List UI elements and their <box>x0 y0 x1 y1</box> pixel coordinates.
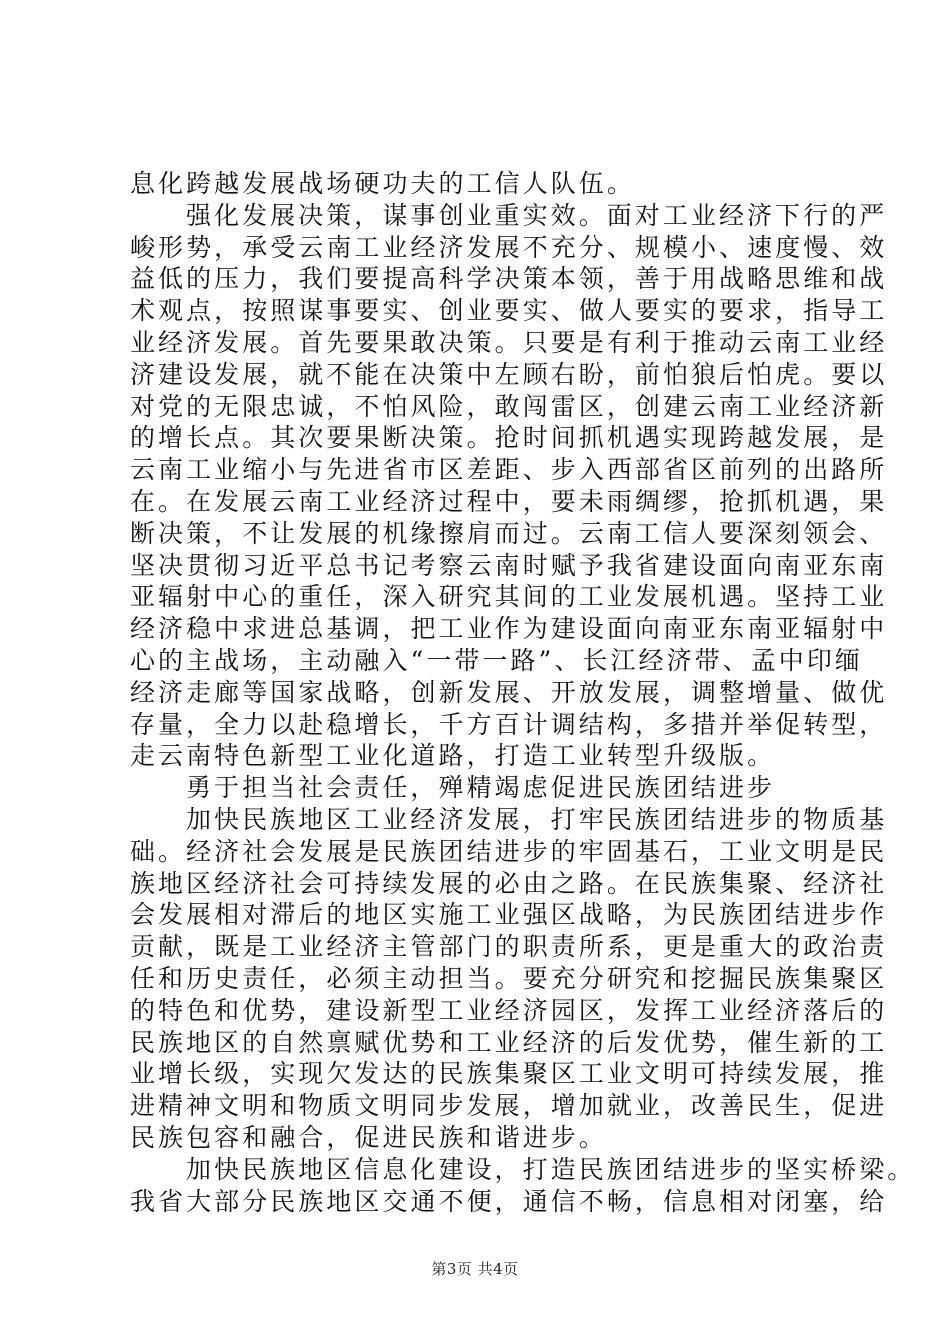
text-line: 心的主战场，主动融入“一带一路”、长江经济带、孟中印缅 <box>130 645 863 675</box>
text-line: 业经济发展。首先要果敢决策。只要是有利于推动云南工业经 <box>130 327 888 357</box>
text-line: 存量，全力以赴稳增长，千方百计调结构，多措并举促转型， <box>130 709 888 739</box>
text-line: 息化跨越发展战场硬功夫的工信人队伍。 <box>130 169 635 198</box>
text-line: 对党的无限忠诚，不怕风险，敢闯雷区，创建云南工业经济新 <box>130 391 888 421</box>
text-line: 断决策，不让发展的机缘擦肩而过。云南工信人要深刻领会、 <box>130 518 888 548</box>
text-line: 业增长级，实现欠发达的民族集聚区工业文明可持续发展，推 <box>130 1059 888 1089</box>
text-line: 勇于担当社会责任，殚精竭虑促进民族团结进步 <box>186 773 776 803</box>
text-line: 在。在发展云南工业经济过程中，要未雨绸缪，抢抓机遇，果 <box>130 486 888 516</box>
text-line: 济建设发展，就不能在决策中左顾右盼，前怕狼后怕虎。要以 <box>130 359 888 389</box>
text-line: 进精神文明和物质文明同步发展，增加就业，改善民生，促进 <box>130 1091 888 1121</box>
body-text <box>130 168 916 1217</box>
text-line: 我省大部分民族地区交通不便，通信不畅，信息相对闭塞，给 <box>130 1186 888 1216</box>
text-line: 走云南特色新型工业化道路，打造工业转型升级版。 <box>130 741 776 771</box>
text-line: 贡献，既是工业经济主管部门的职责所系，更是重大的政治责 <box>130 932 888 962</box>
text-line: 术观点，按照谋事要实、创业要实、做人要实的要求，指导工 <box>130 296 888 326</box>
text-line: 云南工业缩小与先进省市区差距、步入西部省区前列的出路所 <box>130 455 888 485</box>
text-line: 会发展相对滞后的地区实施工业强区战略，为民族团结进步作 <box>130 900 888 930</box>
text-line: 坚决贯彻习近平总书记考察云南时赋予我省建设面向南亚东南 <box>130 550 888 580</box>
text-line: 亚辐射中心的重任，深入研究其间的工业发展机遇。坚持工业 <box>130 582 888 612</box>
text-line: 加快民族地区工业经济发展，打牢民族团结进步的物质基 <box>186 804 888 834</box>
text-line: 经济走廊等国家战略，创新发展、开放发展，调整增量、做优 <box>130 677 888 707</box>
text-line: 任和历史责任，必须主动担当。要充分研究和挖掘民族集聚区 <box>130 963 888 993</box>
text-line: 民族地区的自然禀赋优势和工业经济的后发优势，催生新的工 <box>130 1027 888 1057</box>
text-line: 经济稳中求进总基调，把工业作为建设面向南亚东南亚辐射中 <box>130 614 888 644</box>
text-line: 础。经济社会发展是民族团结进步的牢固基石，工业文明是民 <box>130 836 888 866</box>
text-line: 族地区经济社会可持续发展的必由之路。在民族集聚、经济社 <box>130 868 888 898</box>
text-line: 峻形势，承受云南工业经济发展不充分、规模小、速度慢、效 <box>130 232 888 262</box>
text-line: 民族包容和融合，促进民族和谐进步。 <box>130 1122 607 1152</box>
text-line: 强化发展决策，谋事创业重实效。面对工业经济下行的严 <box>186 200 888 230</box>
text-line: 的增长点。其次要果断决策。抢时间抓机遇实现跨越发展，是 <box>130 423 888 453</box>
text-line: 益低的压力，我们要提高科学决策本领，善于用战略思维和战 <box>130 264 888 294</box>
text-line: 加快民族地区信息化建设，打造民族团结进步的坚实桥梁。 <box>186 1154 916 1184</box>
page-footer: 第3页 共4页 <box>431 1260 519 1278</box>
text-line: 的特色和优势，建设新型工业经济园区，发挥工业经济落后的 <box>130 995 888 1025</box>
